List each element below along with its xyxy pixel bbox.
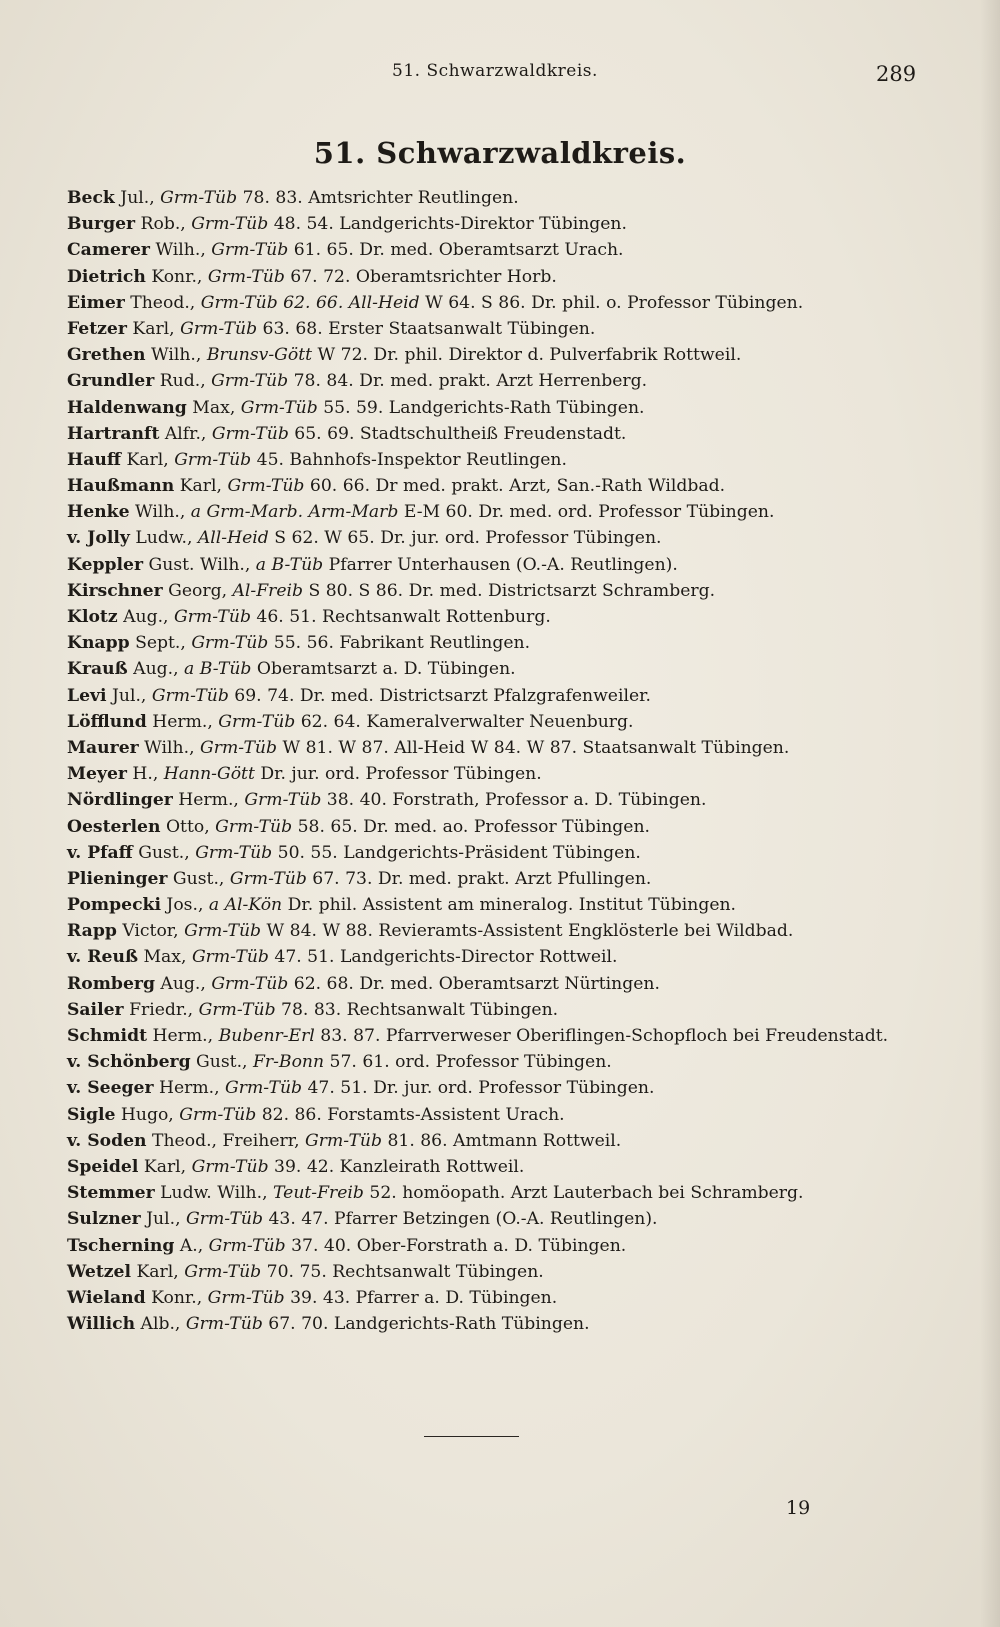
entry-corps: a B-Tüb bbox=[255, 554, 324, 575]
entry-corps: Hann-Gött bbox=[163, 764, 255, 785]
entry-name: Meyer bbox=[67, 764, 127, 785]
entry-details: 50. 55. Landgerichts-Präsident Tübingen. bbox=[272, 842, 641, 863]
entry-first-name: Jul., bbox=[140, 1209, 186, 1230]
list-item bbox=[67, 1285, 967, 1311]
list-item bbox=[67, 211, 967, 237]
entry-name: Speidel bbox=[67, 1156, 139, 1177]
entry-name: Beck bbox=[67, 188, 115, 208]
entry-name: Knapp bbox=[67, 633, 130, 654]
page-number: 289 bbox=[876, 62, 917, 86]
entry-first-name: Wilh., bbox=[129, 502, 191, 523]
entry-name: Oesterlen bbox=[67, 816, 161, 837]
entry-name: Rapp bbox=[67, 921, 117, 942]
entry-details: 47. 51. Landgerichts-Director Rottweil. bbox=[268, 947, 618, 968]
entry-details: Dr. jur. ord. Professor Tübingen. bbox=[254, 764, 542, 785]
list-item bbox=[67, 1102, 967, 1128]
entry-details: 69. 74. Dr. med. Districtsarzt Pfalzgrafenweiler. bbox=[228, 685, 651, 706]
entry-first-name: Karl, bbox=[126, 318, 181, 339]
entry-corps: Grm-Tüb bbox=[211, 423, 289, 444]
entry-corps: Brunsv-Gött bbox=[206, 345, 313, 366]
entry-first-name: Ludw., bbox=[129, 528, 198, 549]
entry-name: Fetzer bbox=[67, 318, 127, 339]
list-item bbox=[67, 787, 967, 813]
list-item bbox=[67, 997, 967, 1023]
running-head: 51. Schwarzwaldkreis. bbox=[392, 61, 598, 81]
entry-first-name: Ludw. Wilh., bbox=[154, 1183, 274, 1204]
entry-first-name: Gust. Wilh., bbox=[143, 554, 256, 575]
entry-corps: Grm-Tüb bbox=[208, 1235, 286, 1256]
entry-name: Nördlinger bbox=[67, 790, 173, 811]
entry-list bbox=[67, 185, 967, 1337]
list-item bbox=[67, 1154, 967, 1180]
entry-first-name: Jul., bbox=[106, 685, 152, 706]
entry-name: Pompecki bbox=[67, 895, 161, 916]
entry-corps: Grm-Tüb bbox=[229, 868, 307, 889]
list-item bbox=[67, 1075, 967, 1101]
entry-name: Krauß bbox=[67, 659, 128, 680]
entry-first-name: Karl, bbox=[138, 1156, 192, 1177]
list-item bbox=[67, 342, 967, 368]
entry-corps: Teut-Freib bbox=[273, 1183, 364, 1204]
entry-name: Grethen bbox=[67, 345, 146, 366]
entry-first-name: Aug., bbox=[117, 607, 174, 627]
entry-name: Grundler bbox=[67, 371, 155, 392]
entry-name: v. Jolly bbox=[67, 528, 130, 549]
entry-corps: a B-Tüb bbox=[184, 659, 252, 680]
entry-details: 57. 61. ord. Professor Tübingen. bbox=[324, 1052, 612, 1073]
entry-corps: Grm-Tüb bbox=[179, 1104, 257, 1125]
list-item bbox=[67, 866, 967, 892]
entry-first-name: Konr., bbox=[145, 266, 208, 287]
entry-first-name: Herm., bbox=[153, 1078, 226, 1099]
entry-corps: Grm-Tüb bbox=[200, 737, 277, 758]
list-item bbox=[67, 473, 967, 499]
list-item bbox=[67, 421, 967, 447]
entry-corps: Grm-Tüb bbox=[198, 999, 276, 1020]
list-item bbox=[67, 735, 967, 761]
list-item bbox=[67, 1206, 967, 1232]
list-item bbox=[67, 944, 967, 970]
list-item bbox=[67, 1023, 967, 1049]
entry-details: 37. 40. Ober-Forstrath a. D. Tübingen. bbox=[285, 1235, 627, 1256]
entry-details: E-M 60. Dr. med. ord. Professor Tübingen. bbox=[398, 502, 775, 523]
list-item bbox=[67, 892, 967, 918]
entry-name: Kirschner bbox=[67, 580, 163, 601]
list-item bbox=[67, 1049, 967, 1075]
entry-corps: Bubenr-Erl bbox=[218, 1026, 315, 1046]
entry-corps: Grm-Tüb bbox=[185, 1314, 263, 1335]
entry-first-name: Georg, bbox=[162, 580, 233, 601]
entry-details: 43. 47. Pfarrer Betzingen (O.-A. Reutlingen). bbox=[262, 1209, 658, 1230]
entry-corps: Grm-Tüb bbox=[305, 1130, 382, 1151]
entry-details: 63. 68. Erster Staatsanwalt Tübingen. bbox=[257, 318, 596, 339]
entry-corps: Grm-Tüb bbox=[160, 188, 238, 208]
entry-corps: Grm-Tüb bbox=[184, 921, 262, 942]
entry-name: Henke bbox=[67, 502, 130, 523]
entry-corps: Grm-Tüb bbox=[240, 397, 318, 418]
list-item bbox=[67, 683, 967, 709]
entry-name: v. Pfaff bbox=[67, 842, 133, 863]
entry-first-name: Karl, bbox=[131, 1261, 185, 1282]
entry-name: v. Schönberg bbox=[67, 1052, 191, 1073]
entry-name: Haußmann bbox=[67, 476, 175, 497]
entry-name: Keppler bbox=[67, 554, 144, 575]
entry-first-name: Jul., bbox=[114, 188, 161, 208]
entry-name: Dietrich bbox=[67, 266, 146, 287]
entry-corps: Grm-Tüb 62. 66. All-Heid bbox=[200, 292, 420, 313]
entry-first-name: H., bbox=[126, 764, 164, 785]
list-item bbox=[67, 447, 967, 473]
signature-mark: 19 bbox=[786, 1497, 811, 1519]
entry-details: 62. 68. Dr. med. Oberamtsarzt Nürtingen. bbox=[288, 973, 660, 994]
entry-corps: Grm-Tüb bbox=[191, 947, 269, 968]
entry-first-name: Max, bbox=[138, 947, 192, 968]
entry-name: Romberg bbox=[67, 973, 155, 994]
entry-first-name: Theod., Freiherr, bbox=[146, 1130, 305, 1151]
entry-name: Löfflund bbox=[67, 711, 147, 732]
list-item bbox=[67, 604, 967, 630]
list-item bbox=[67, 814, 967, 840]
entry-first-name: Gust., bbox=[167, 868, 230, 889]
list-item bbox=[67, 1128, 967, 1154]
list-item bbox=[67, 1311, 967, 1337]
entry-first-name: Aug., bbox=[127, 659, 185, 680]
entry-first-name: Karl, bbox=[174, 476, 228, 497]
entry-first-name: Wilh., bbox=[145, 345, 207, 366]
list-item bbox=[67, 578, 967, 604]
entry-first-name: Konr., bbox=[145, 1287, 208, 1308]
entry-details: 48. 54. Landgerichts-Direktor Tübingen. bbox=[268, 214, 627, 235]
entry-first-name: Herm., bbox=[147, 1026, 219, 1046]
entry-name: Levi bbox=[67, 685, 107, 706]
entry-corps: Grm-Tüb bbox=[207, 1287, 285, 1308]
entry-details: Oberamtsarzt a. D. Tübingen. bbox=[251, 659, 516, 680]
entry-name: Hartranft bbox=[67, 423, 160, 444]
list-item bbox=[67, 368, 967, 394]
list-item bbox=[67, 630, 967, 656]
entry-details: S 80. S 86. Dr. med. Districtsarzt Schramberg. bbox=[303, 580, 716, 601]
entry-name: Schmidt bbox=[67, 1026, 148, 1046]
entry-corps: Grm-Tüb bbox=[218, 711, 296, 732]
entry-first-name: Aug., bbox=[154, 973, 212, 994]
list-item bbox=[67, 525, 967, 551]
entry-details: 39. 42. Kanzleirath Rottweil. bbox=[268, 1156, 525, 1177]
entry-details: 38. 40. Forstrath, Professor a. D. Tübingen. bbox=[321, 790, 707, 811]
entry-name: Tscherning bbox=[67, 1235, 175, 1256]
entry-details: 52. homöopath. Arzt Lauterbach bei Schramberg. bbox=[363, 1183, 804, 1204]
entry-corps: Grm-Tüb bbox=[244, 790, 322, 811]
entry-first-name: Alfr., bbox=[159, 423, 212, 444]
entry-first-name: Karl, bbox=[120, 449, 175, 470]
entry-details: 45. Bahnhofs-Inspektor Reutlingen. bbox=[251, 449, 567, 470]
list-item bbox=[67, 237, 967, 263]
entry-name: v. Soden bbox=[67, 1130, 147, 1151]
entry-details: W 84. W 88. Revieramts-Assistent Engklösterle bei Wildbad. bbox=[261, 921, 794, 942]
entry-name: Stemmer bbox=[67, 1183, 155, 1204]
list-item bbox=[67, 185, 967, 211]
list-item bbox=[67, 1259, 967, 1285]
entry-name: v. Reuß bbox=[67, 947, 138, 968]
end-rule bbox=[424, 1436, 519, 1437]
entry-name: Eimer bbox=[67, 292, 125, 313]
entry-name: Hauff bbox=[67, 449, 121, 470]
entry-corps: Grm-Tüb bbox=[186, 1209, 263, 1230]
entry-first-name: Max, bbox=[186, 397, 241, 418]
list-item bbox=[67, 290, 967, 316]
entry-first-name: Wilh., bbox=[149, 240, 212, 261]
entry-first-name: Otto, bbox=[160, 816, 216, 837]
entry-corps: All-Heid bbox=[197, 528, 269, 549]
entry-details: 47. 51. Dr. jur. ord. Professor Tübingen. bbox=[302, 1078, 655, 1099]
entry-name: Haldenwang bbox=[67, 397, 187, 418]
entry-corps: Fr-Bonn bbox=[252, 1052, 325, 1073]
entry-details: 67. 72. Oberamtsrichter Horb. bbox=[284, 266, 557, 287]
list-item bbox=[67, 761, 967, 787]
entry-corps: Grm-Tüb bbox=[211, 240, 289, 261]
entry-first-name: Jos., bbox=[160, 895, 209, 916]
entry-details: 60. 66. Dr med. prakt. Arzt, San.-Rath Wildbad. bbox=[304, 476, 726, 497]
entry-corps: Grm-Tüb bbox=[215, 816, 293, 837]
entry-corps: Grm-Tüb bbox=[173, 607, 251, 627]
entry-first-name: Hugo, bbox=[115, 1104, 180, 1125]
entry-first-name: A., bbox=[174, 1235, 209, 1256]
entry-first-name: Friedr., bbox=[123, 999, 199, 1020]
entry-corps: Grm-Tüb bbox=[211, 973, 289, 994]
entry-details: S 62. W 65. Dr. jur. ord. Professor Tübingen. bbox=[268, 528, 662, 549]
entry-details: Pfarrer Unterhausen (O.-A. Reutlingen). bbox=[323, 554, 678, 575]
entry-first-name: Sept., bbox=[129, 633, 192, 654]
entry-details: 67. 70. Landgerichts-Rath Tübingen. bbox=[262, 1314, 590, 1335]
entry-name: Willich bbox=[67, 1314, 136, 1335]
entry-details: 70. 75. Rechtsanwalt Tübingen. bbox=[261, 1261, 544, 1282]
entry-first-name: Rob., bbox=[135, 214, 192, 235]
entry-name: Wetzel bbox=[67, 1261, 131, 1282]
entry-name: Sigle bbox=[67, 1104, 116, 1125]
entry-first-name: Gust., bbox=[190, 1052, 253, 1073]
list-item bbox=[67, 840, 967, 866]
entry-details: 61. 65. Dr. med. Oberamtsarzt Urach. bbox=[288, 240, 624, 261]
entry-details: 78. 84. Dr. med. prakt. Arzt Herrenberg. bbox=[288, 371, 648, 392]
entry-corps: Grm-Tüb bbox=[191, 1156, 269, 1177]
list-item bbox=[67, 656, 967, 682]
entry-first-name: Herm., bbox=[172, 790, 245, 811]
entry-details: 83. 87. Pfarrverweser Oberiflingen-Schopfloch bei Freudenstadt. bbox=[314, 1026, 889, 1046]
entry-name: Burger bbox=[67, 214, 136, 235]
list-item bbox=[67, 264, 967, 290]
entry-first-name: Wilh., bbox=[138, 737, 200, 758]
entry-corps: Grm-Tüb bbox=[195, 842, 273, 863]
entry-details: 39. 43. Pfarrer a. D. Tübingen. bbox=[284, 1287, 558, 1308]
entry-details: 65. 69. Stadtschultheiß Freudenstadt. bbox=[288, 423, 627, 444]
entry-first-name: Rud., bbox=[154, 371, 212, 392]
entry-details: W 64. S 86. Dr. phil. o. Professor Tübingen. bbox=[419, 292, 804, 313]
entry-name: Plieninger bbox=[67, 868, 168, 889]
entry-name: Sailer bbox=[67, 999, 124, 1020]
list-item bbox=[67, 971, 967, 997]
page-edge-shadow bbox=[980, 0, 1000, 1627]
entry-details: W 72. Dr. phil. Direktor d. Pulverfabrik Rottweil. bbox=[312, 345, 742, 366]
entry-name: Sulzner bbox=[67, 1209, 141, 1230]
entry-details: W 81. W 87. All-Heid W 84. W 87. Staatsanwalt Tübingen. bbox=[276, 737, 790, 758]
section-title: 51. Schwarzwaldkreis. bbox=[313, 136, 687, 170]
list-item bbox=[67, 552, 967, 578]
entry-details: 82. 86. Forstamts-Assistent Urach. bbox=[256, 1104, 565, 1125]
entry-corps: Grm-Tüb bbox=[227, 476, 305, 497]
entry-corps: a Grm-Marb. Arm-Marb bbox=[190, 502, 399, 523]
entry-name: Wieland bbox=[67, 1287, 146, 1308]
list-item bbox=[67, 499, 967, 525]
list-item bbox=[67, 709, 967, 735]
list-item bbox=[67, 1233, 967, 1259]
entry-corps: Grm-Tüb bbox=[207, 266, 285, 287]
entry-corps: a Al-Kön bbox=[208, 895, 283, 916]
entry-details: 78. 83. Rechtsanwalt Tübingen. bbox=[275, 999, 559, 1020]
list-item bbox=[67, 395, 967, 421]
entry-details: 78. 83. Amtsrichter Reutlingen. bbox=[237, 188, 519, 208]
entry-name: Camerer bbox=[67, 240, 150, 261]
entry-first-name: Alb., bbox=[135, 1314, 186, 1335]
entry-corps: Grm-Tüb bbox=[191, 633, 269, 654]
entry-first-name: Victor, bbox=[116, 921, 185, 942]
entry-corps: Grm-Tüb bbox=[174, 449, 252, 470]
entry-details: 55. 59. Landgerichts-Rath Tübingen. bbox=[317, 397, 645, 418]
list-item bbox=[67, 918, 967, 944]
entry-details: 46. 51. Rechtsanwalt Rottenburg. bbox=[250, 607, 551, 627]
entry-corps: Grm-Tüb bbox=[180, 318, 258, 339]
entry-corps: Grm-Tüb bbox=[211, 371, 289, 392]
entry-corps: Grm-Tüb bbox=[184, 1261, 262, 1282]
entry-corps: Grm-Tüb bbox=[151, 685, 229, 706]
entry-first-name: Gust., bbox=[132, 842, 196, 863]
entry-name: v. Seeger bbox=[67, 1078, 154, 1099]
entry-details: Dr. phil. Assistent am mineralog. Institut Tübingen. bbox=[282, 895, 737, 916]
entry-corps: Grm-Tüb bbox=[191, 214, 269, 235]
list-item bbox=[67, 316, 967, 342]
entry-first-name: Theod., bbox=[124, 292, 201, 313]
entry-name: Maurer bbox=[67, 737, 139, 758]
entry-corps: Grm-Tüb bbox=[225, 1078, 303, 1099]
entry-details: 58. 65. Dr. med. ao. Professor Tübingen. bbox=[292, 816, 650, 837]
entry-first-name: Herm., bbox=[146, 711, 219, 732]
entry-name: Klotz bbox=[67, 607, 118, 627]
entry-details: 62. 64. Kameralverwalter Neuenburg. bbox=[295, 711, 634, 732]
entry-corps: Al-Freib bbox=[232, 580, 304, 601]
entry-details: 67. 73. Dr. med. prakt. Arzt Pfullingen. bbox=[306, 868, 652, 889]
entry-details: 81. 86. Amtmann Rottweil. bbox=[381, 1130, 622, 1151]
entry-details: 55. 56. Fabrikant Reutlingen. bbox=[268, 633, 531, 654]
list-item bbox=[67, 1180, 967, 1206]
